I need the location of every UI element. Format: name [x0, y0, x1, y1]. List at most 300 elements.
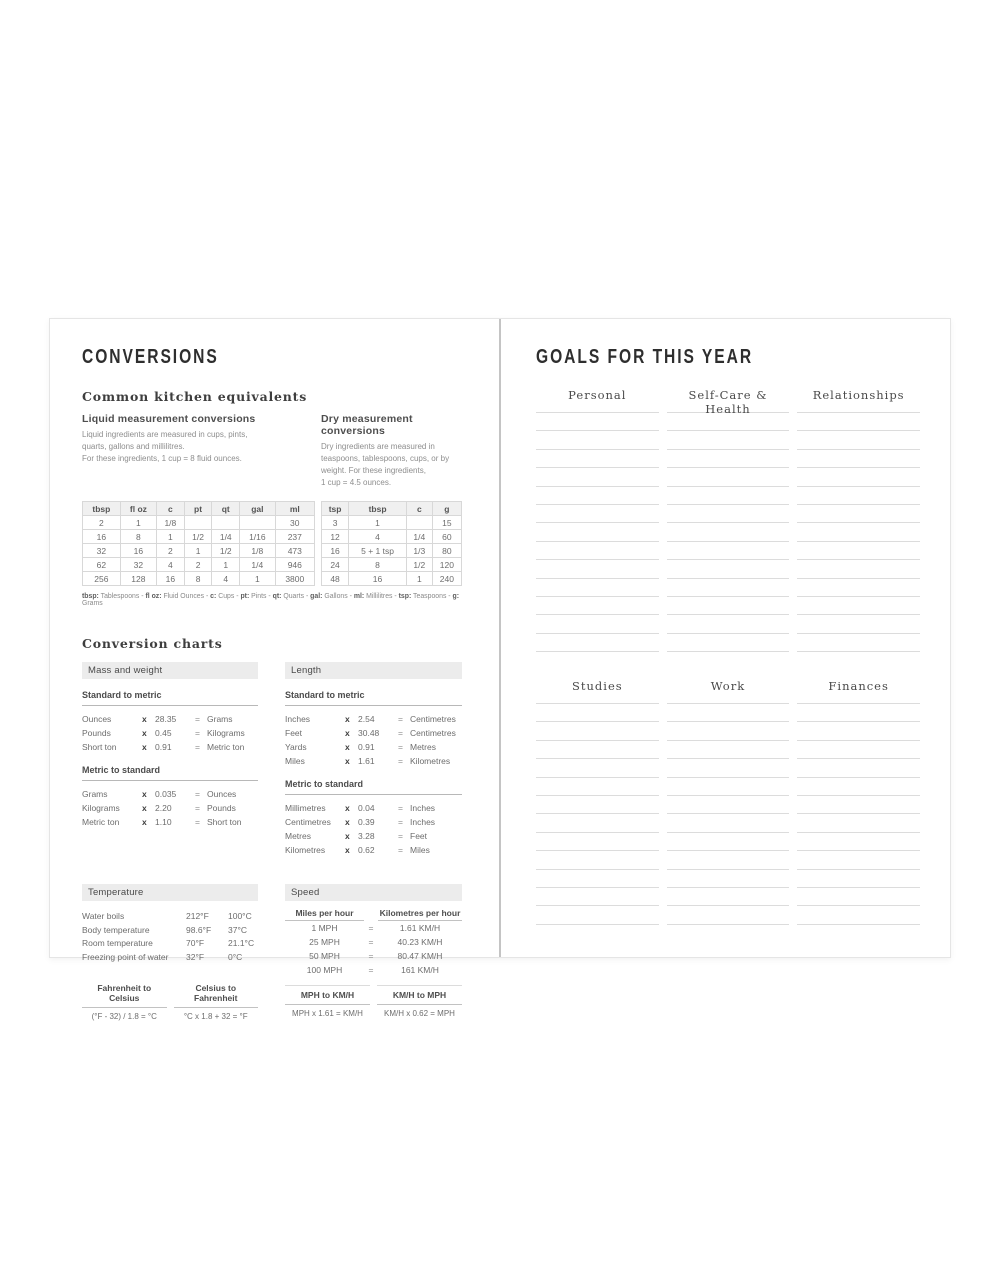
converter	[377, 985, 462, 1018]
writing-line	[667, 796, 790, 814]
writing-line	[536, 741, 659, 759]
writing-line	[797, 833, 920, 851]
speed-header-row	[285, 905, 462, 921]
kitchen-equivalents-heading: Common kitchen equivalents	[82, 389, 308, 404]
abbreviation-term: pt:	[240, 593, 250, 600]
table-cell: 1	[240, 572, 275, 586]
abbreviation-term: gal:	[310, 593, 323, 600]
writing-line	[797, 597, 920, 615]
goals-column	[667, 679, 790, 925]
table-cell: 4	[212, 572, 240, 586]
unit-to: Miles	[410, 845, 430, 855]
unit-from: Miles	[285, 756, 305, 766]
writing-line	[536, 579, 659, 597]
page-title-goals: GOALS FOR THIS YEAR	[536, 346, 754, 368]
length-groups	[285, 687, 462, 857]
goals-page	[500, 319, 950, 957]
multiply-sign: x	[142, 714, 147, 724]
charts-row-2	[82, 884, 462, 1021]
factor-value: 0.91	[155, 742, 172, 752]
writing-line	[536, 759, 659, 777]
column-header: fl oz	[120, 502, 156, 516]
conversion-row	[285, 843, 462, 857]
unit-to: Centimetres	[410, 714, 456, 724]
column-header: g	[432, 502, 461, 516]
table-cell: 120	[432, 558, 461, 572]
dry-measurement-table	[321, 501, 462, 586]
abbreviation-term: g:	[452, 593, 460, 600]
unit-from: Metres	[285, 831, 311, 841]
table-cell: 1	[406, 572, 432, 586]
goals-column-header: Studies	[572, 679, 623, 694]
description-line: weight. For these ingredients,	[321, 466, 426, 475]
writing-line	[797, 778, 920, 796]
table-row	[322, 530, 462, 544]
description-line: teaspoons, tablespoons, cups, or by	[321, 454, 450, 463]
writing-line	[536, 450, 659, 468]
writing-line	[797, 615, 920, 633]
factor-value: 0.39	[358, 817, 375, 827]
conversion-group	[285, 776, 462, 857]
table-cell: 1/4	[406, 530, 432, 544]
writing-line	[797, 695, 920, 704]
table-row	[322, 558, 462, 572]
fahrenheit-value: 32°F	[186, 952, 205, 963]
table-cell: 237	[275, 530, 314, 544]
dry-table-wrap	[321, 501, 462, 586]
equals-sign: =	[398, 756, 403, 766]
goals-column	[536, 388, 659, 652]
writing-line	[536, 888, 659, 906]
unit-from: Inches	[285, 714, 311, 724]
liquid-intro	[82, 413, 321, 489]
multiply-sign: x	[345, 756, 350, 766]
equals-sign: =	[398, 714, 403, 724]
conversion-row	[285, 801, 462, 815]
equals-sign: =	[195, 742, 200, 752]
writing-line	[797, 759, 920, 777]
table-cell: 473	[275, 544, 314, 558]
writing-line	[536, 505, 659, 523]
length-section-header: Length	[285, 662, 462, 679]
multiply-sign: x	[142, 803, 147, 813]
writing-line	[536, 833, 659, 851]
table-row	[322, 544, 462, 558]
goals-column-header: Finances	[828, 679, 889, 694]
writing-line	[667, 888, 790, 906]
writing-line	[797, 413, 920, 431]
writing-line	[667, 468, 790, 486]
temperature-label: Body temperature	[82, 924, 150, 935]
table-cell: 4	[349, 530, 407, 544]
writing-line	[667, 615, 790, 633]
abbreviation-term: tsp:	[398, 593, 412, 600]
conversion-group	[82, 687, 258, 754]
temperature-label: Water boils	[82, 910, 125, 921]
multiply-sign: x	[345, 714, 350, 724]
unit-from: Kilograms	[82, 803, 120, 813]
table-cell: 2	[184, 558, 212, 572]
table-cell: 12	[322, 530, 349, 544]
speed-converters	[285, 985, 462, 1018]
table-row	[83, 558, 315, 572]
writing-line	[667, 778, 790, 796]
unit-to: Ounces	[207, 789, 237, 799]
fahrenheit-value: 70°F	[186, 938, 205, 949]
mph-value: 100 MPH	[306, 965, 343, 975]
conversions-page	[50, 319, 500, 1022]
equals-sign: =	[368, 937, 374, 947]
writing-line	[667, 851, 790, 869]
goals-column	[667, 388, 790, 652]
writing-line	[667, 542, 790, 560]
table-cell: 240	[432, 572, 461, 586]
column-header: tbsp	[349, 502, 407, 516]
speed-col-header-mph: Miles per hour	[285, 905, 364, 921]
writing-line	[536, 870, 659, 888]
table-row	[83, 572, 315, 586]
conversion-row	[82, 801, 258, 815]
writing-line	[667, 560, 790, 578]
equals-sign: =	[368, 951, 374, 961]
mph-value: 25 MPH	[309, 937, 340, 947]
abbreviation-term: tbsp:	[82, 593, 99, 600]
kmh-value: 80.47 KM/H	[397, 951, 443, 961]
converter-formula: MPH x 1.61 = KM/H	[292, 1009, 363, 1018]
planner-spread	[49, 318, 951, 1022]
writing-line	[536, 413, 659, 431]
goals-column	[536, 679, 659, 925]
factor-value: 0.91	[358, 742, 375, 752]
temperature-converters	[82, 983, 258, 1021]
kmh-value: 161 KM/H	[401, 965, 439, 975]
unit-to: Inches	[410, 803, 436, 813]
writing-line	[667, 704, 790, 722]
table-cell: 16	[322, 544, 349, 558]
table-cell: 4	[157, 558, 185, 572]
fahrenheit-value: 212°F	[186, 910, 209, 921]
writing-line	[797, 505, 920, 523]
factor-value: 0.45	[155, 728, 172, 738]
description-line: Dry ingredients are measured in	[321, 442, 435, 451]
unit-from: Pounds	[82, 728, 111, 738]
equals-sign: =	[195, 728, 200, 738]
conversion-row	[285, 754, 462, 768]
conversion-row	[285, 829, 462, 843]
page-title-conversions: CONVERSIONS	[82, 346, 219, 368]
factor-value: 30.48	[358, 728, 380, 738]
writing-line	[797, 870, 920, 888]
writing-line	[667, 741, 790, 759]
unit-from: Grams	[82, 789, 108, 799]
writing-line	[536, 615, 659, 633]
subsection-title: Metric to standard	[285, 776, 462, 795]
equivalents-tables-row	[82, 501, 462, 586]
writing-line	[797, 468, 920, 486]
multiply-sign: x	[142, 728, 147, 738]
equals-sign: =	[398, 831, 403, 841]
table-cell: 32	[120, 558, 156, 572]
writing-line	[667, 597, 790, 615]
equals-sign: =	[195, 803, 200, 813]
conversion-row	[82, 815, 258, 829]
table-cell: 16	[157, 572, 185, 586]
mph-value: 50 MPH	[309, 951, 340, 961]
unit-from: Millimetres	[285, 803, 326, 813]
dry-intro	[321, 413, 462, 489]
equals-sign: =	[368, 965, 374, 975]
length-section	[285, 662, 462, 857]
conversion-row	[285, 815, 462, 829]
writing-line	[797, 796, 920, 814]
factor-value: 28.35	[155, 714, 177, 724]
writing-line	[797, 634, 920, 652]
multiply-sign: x	[345, 742, 350, 752]
writing-line	[536, 796, 659, 814]
conversion-group	[285, 687, 462, 768]
column-header: tbsp	[83, 502, 121, 516]
conversion-row	[82, 726, 258, 740]
liquid-measurement-table	[82, 501, 315, 586]
unit-from: Ounces	[82, 714, 112, 724]
unit-to: Short ton	[207, 817, 242, 827]
table-cell: 1/2	[406, 558, 432, 572]
unit-from: Kilometres	[285, 845, 326, 855]
writing-line	[797, 722, 920, 740]
converter	[285, 985, 370, 1018]
table-cell	[240, 516, 275, 530]
conversion-row	[285, 726, 462, 740]
abbreviation-term: c:	[210, 593, 217, 600]
table-cell	[212, 516, 240, 530]
multiply-sign: x	[345, 831, 350, 841]
writing-line	[536, 851, 659, 869]
goals-column-header: Work	[710, 679, 746, 694]
converter-title: Fahrenheit to Celsius	[82, 983, 167, 1008]
column-header: pt	[184, 502, 212, 516]
equals-sign: =	[398, 817, 403, 827]
conversion-row	[82, 787, 258, 801]
factor-value: 0.035	[155, 789, 177, 799]
table-cell: 30	[275, 516, 314, 530]
equals-sign: =	[398, 803, 403, 813]
subsection-title: Metric to standard	[82, 762, 258, 781]
writing-line	[797, 542, 920, 560]
writing-line	[667, 487, 790, 505]
converter-title: Celsius to Fahrenheit	[174, 983, 259, 1008]
writing-line	[667, 450, 790, 468]
description-line: For these ingredients, 1 cup = 8 fluid ounces.	[82, 454, 242, 463]
unit-to: Metres	[410, 742, 436, 752]
table-cell: 16	[349, 572, 407, 586]
table-cell: 2	[157, 544, 185, 558]
equals-sign: =	[195, 789, 200, 799]
temperature-row	[82, 950, 258, 964]
description-line: 1 cup = 4.5 ounces.	[321, 478, 392, 487]
dry-conversions-description	[321, 441, 462, 489]
multiply-sign: x	[345, 803, 350, 813]
factor-value: 1.61	[358, 756, 375, 766]
writing-line	[797, 851, 920, 869]
column-header: qt	[212, 502, 240, 516]
table-cell: 256	[83, 572, 121, 586]
conversion-group	[82, 762, 258, 829]
table-cell: 8	[120, 530, 156, 544]
writing-line	[797, 814, 920, 832]
writing-line	[797, 431, 920, 449]
temperature-section	[82, 884, 258, 1021]
celsius-value: 100°C	[228, 910, 252, 921]
mass-weight-section-header: Mass and weight	[82, 662, 258, 679]
table-cell: 1/8	[157, 516, 185, 530]
column-header: ml	[275, 502, 314, 516]
temperature-label: Room temperature	[82, 938, 153, 949]
conversion-row	[82, 712, 258, 726]
writing-line	[536, 560, 659, 578]
table-header-row	[322, 502, 462, 516]
writing-line	[536, 487, 659, 505]
writing-line	[536, 468, 659, 486]
writing-line	[536, 695, 659, 704]
table-row	[83, 544, 315, 558]
converter-formula: KM/H x 0.62 = MPH	[384, 1009, 455, 1018]
table-cell: 1/2	[184, 530, 212, 544]
measurement-intro-row	[82, 413, 462, 489]
table-row	[322, 516, 462, 530]
conversion-charts-heading: Conversion charts	[82, 636, 223, 651]
writing-line	[797, 704, 920, 722]
writing-line	[667, 523, 790, 541]
table-cell: 16	[83, 530, 121, 544]
writing-line	[536, 431, 659, 449]
writing-line	[667, 431, 790, 449]
conversion-row	[285, 712, 462, 726]
writing-line	[797, 487, 920, 505]
dry-conversions-title: Dry measurement conversions	[321, 413, 413, 437]
writing-line	[667, 814, 790, 832]
table-cell: 1/4	[212, 530, 240, 544]
column-header: gal	[240, 502, 275, 516]
factor-value: 2.54	[358, 714, 375, 724]
multiply-sign: x	[345, 728, 350, 738]
speed-section	[285, 884, 462, 1021]
writing-line	[536, 404, 659, 413]
unit-to: Pounds	[207, 803, 236, 813]
writing-line	[536, 906, 659, 924]
writing-line	[667, 579, 790, 597]
column-header: tsp	[322, 502, 349, 516]
goals-column-header: Self-Care & Health	[688, 388, 768, 416]
abbreviations-footnote: tbsp: Tablespoons - fl oz: Fluid Ounces - c: Cups - pt: Pints - qt: Quarts - gal: Gallons - ml: Millilitres - tsp: Teaspoons - g: Grams	[82, 593, 460, 607]
converter-formula: °C x 1.8 + 32 = °F	[183, 1012, 248, 1022]
writing-line	[536, 597, 659, 615]
temperature-section-header: Temperature	[82, 884, 258, 901]
kmh-value: 1.61 KM/H	[399, 923, 441, 933]
liquid-conversions-description	[82, 429, 321, 465]
table-header-row	[83, 502, 315, 516]
converter	[174, 983, 259, 1021]
unit-to: Centimetres	[410, 728, 456, 738]
unit-to: Feet	[410, 831, 428, 841]
table-cell: 1	[212, 558, 240, 572]
speed-row	[285, 963, 462, 977]
table-cell: 1	[157, 530, 185, 544]
conversion-row	[285, 740, 462, 754]
writing-line	[536, 814, 659, 832]
multiply-sign: x	[142, 817, 147, 827]
converter	[82, 983, 167, 1021]
column-header: c	[157, 502, 185, 516]
multiply-sign: x	[345, 817, 350, 827]
table-cell: 16	[120, 544, 156, 558]
goals-column	[797, 388, 920, 652]
writing-line	[797, 450, 920, 468]
table-cell	[406, 516, 432, 530]
writing-line	[667, 833, 790, 851]
mass-weight-groups	[82, 687, 258, 829]
fahrenheit-value: 98.6°F	[186, 924, 212, 935]
writing-line	[667, 634, 790, 652]
unit-from: Metric ton	[82, 817, 120, 827]
conversion-row	[82, 740, 258, 754]
table-cell: 1/4	[240, 558, 275, 572]
multiply-sign: x	[142, 789, 147, 799]
table-cell: 1	[120, 516, 156, 530]
factor-value: 2.20	[155, 803, 172, 813]
abbreviation-term: ml:	[353, 593, 365, 600]
description-line: Liquid ingredients are measured in cups, pints,	[82, 430, 248, 439]
writing-line	[536, 778, 659, 796]
goals-section-2	[536, 679, 920, 925]
goals-column-header: Relationships	[812, 388, 905, 402]
temperature-rows	[82, 909, 258, 964]
subsection-title: Standard to metric	[285, 687, 462, 706]
multiply-sign: x	[345, 845, 350, 855]
table-cell	[184, 516, 212, 530]
equals-sign: =	[398, 742, 403, 752]
table-row	[322, 572, 462, 586]
converter-formula: (°F - 32) / 1.8 = °C	[91, 1012, 157, 1022]
abbreviation-term: qt:	[272, 593, 282, 600]
unit-to: Kilograms	[207, 728, 245, 738]
charts-row-1	[82, 662, 462, 857]
writing-line	[797, 888, 920, 906]
writing-line	[667, 695, 790, 704]
table-cell: 3800	[275, 572, 314, 586]
abbreviation-term: fl oz:	[145, 593, 162, 600]
subsection-title: Standard to metric	[82, 687, 258, 706]
temperature-row	[82, 909, 258, 923]
table-row	[83, 530, 315, 544]
factor-value: 1.10	[155, 817, 172, 827]
liquid-table-wrap	[82, 501, 321, 586]
speed-row	[285, 949, 462, 963]
table-cell: 48	[322, 572, 349, 586]
table-cell: 2	[83, 516, 121, 530]
mph-value: 1 MPH	[311, 923, 338, 933]
writing-line	[536, 634, 659, 652]
speed-row	[285, 921, 462, 935]
liquid-conversions-title: Liquid measurement conversions	[82, 413, 256, 425]
table-cell: 1	[349, 516, 407, 530]
temperature-row	[82, 937, 258, 951]
celsius-value: 37°C	[228, 924, 247, 935]
speed-section-header: Speed	[285, 884, 462, 901]
multiply-sign: x	[142, 742, 147, 752]
writing-line	[667, 722, 790, 740]
writing-line	[797, 523, 920, 541]
table-cell: 3	[322, 516, 349, 530]
